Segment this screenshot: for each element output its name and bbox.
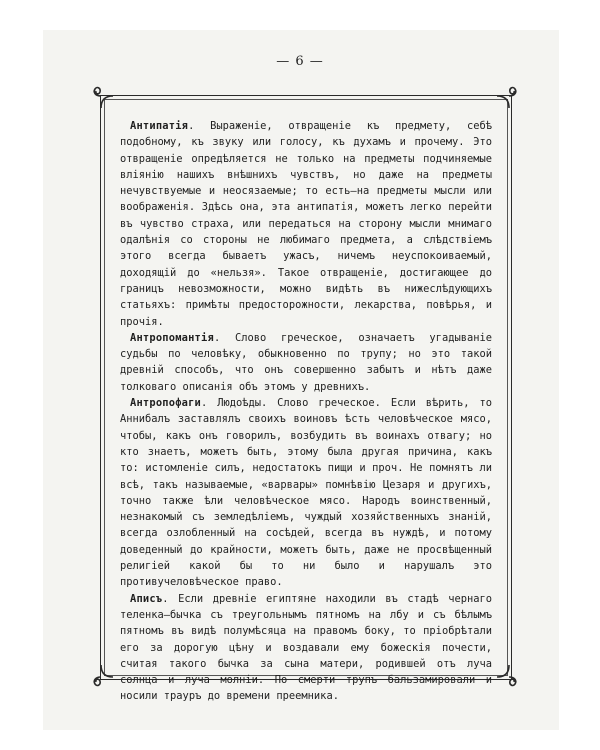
- dictionary-text: [120, 118, 492, 705]
- entry-anthropomancy: [120, 330, 492, 395]
- corner-ornament-top-right: [495, 84, 521, 110]
- entry-apis: [120, 591, 492, 705]
- entry-anthropophagi: [120, 395, 492, 591]
- entry-term: Антропофаги: [130, 397, 202, 410]
- corner-ornament-bottom-left: [89, 663, 115, 689]
- entry-text: . Если древніе египтяне находили въ стадѣ чернаго теленка—бычка съ треугольнымъ пятномъ на лбу и съ бѣлымъ пятномъ въ видѣ полумѣсяца на правомъ боку, то пріобрѣтали его за дорогую цѣну и воздавали ему божескія почести, считая такого бычка за сына матери, родившей отъ луча солнца и луча молніи. По смерти трупъ бальзамировали и носили трауръ до времени преемника.: [120, 592, 492, 703]
- page-number: — 6 —: [276, 54, 324, 69]
- entry-text: . Людоѣды. Слово греческое. Если вѣрить, то Аннибалъ заставлялъ своихъ воиновъ ѣсть человѣческое мясо, чтобы, какъ онъ говорилъ, возбудить въ воинахъ отвагу; но кто знаетъ, можетъ быть, этому была другая причина, какъ то: истомленіе силъ, недостатокъ пищи и проч. Не помнятъ ли всѣ, такъ называемые, «варвары» помнѣвію Цезаря и другихъ, точно также ѣли человѣческое мясо. Народъ воинственный, незнакомый съ земледѣліемъ, чуждый хозяйственныхъ знаній, всегда озлобленный на сосѣдей, всегда въ нуждѣ, и потому доведенный до крайности, можетъ быть, даже не просвѣщенный религіей какой бы то ни было и нарушалъ это противучеловѣческое право.: [120, 397, 492, 589]
- entry-text: . Слово греческое, означаетъ угадываніе судьбы по человѣку, обыкновенно по трупу; но это такой древній способъ, что онъ совершенно забытъ и нѣтъ даже толковаго описанія объ этомъ у древнихъ.: [120, 331, 492, 393]
- entry-antipathy: [120, 118, 492, 330]
- entry-term: Антропомантія: [130, 331, 214, 344]
- corner-ornament-bottom-right: [495, 663, 521, 689]
- corner-ornament-top-left: [89, 84, 115, 110]
- entry-text: . Выраженіе, отвращеніе къ предмету, себѣ подобному, къ звуку или голосу, къ духамъ и прочему. Это отвращеніе опредѣляется не только на предметы подчиняемые вліянію нашихъ внѣшнихъ чувствъ, но даже на предметы нечувствуемые и неосязаемые; то есть—на предметы мысли или воображенія. Здѣсь она, эта антипатія, можетъ легко перейти въ чувство страха, или передаться на сторону мысли мнимаго одалѣнія со стороны не любимаго предмета, а слѣдствіемъ этого всегда бываетъ ужасъ, ничемъ неуспокоиваемый, доходящій до «нельзя». Такое отвращеніе, достигающее до границъ невозможности, можно видѣть въ нижеслѣдующихъ статьяхъ: примѣты предосторожности, лекарства, повѣрья, и прочія.: [120, 120, 492, 328]
- entry-term: Антипатія: [130, 120, 189, 132]
- entry-term: Аписъ: [130, 592, 163, 605]
